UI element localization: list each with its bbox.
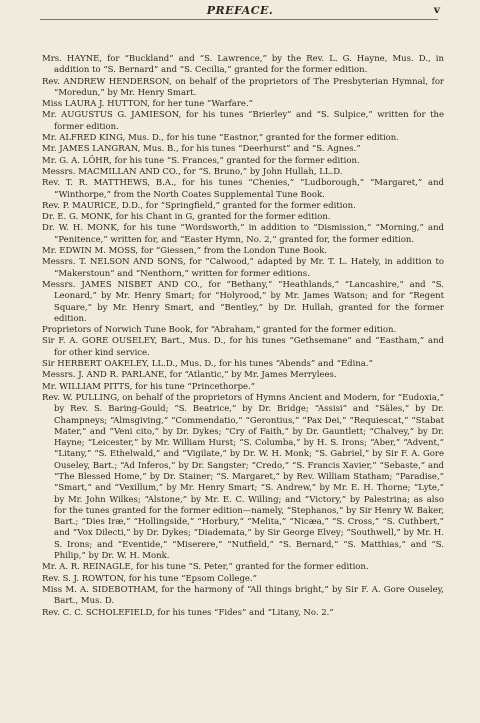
- list-item: Rev. ANDREW HENDERSON, on behalf of the proprietors of The Presbyterian Hymnal, for “Moredun,” by Mr. Henry Smart.: [42, 76, 447, 98]
- list-item: Mrs. HAYNE, for “Buckland” and “S. Lawrence,” by the Rev. L. G. Hayne, Mus. D., in addition to “S. Bernard” and “S. Cecilia,” granted for the former edition.: [42, 54, 447, 76]
- list-item: Messrs. JAMES NISBET AND CO., for “Bethany,” “Heathlands,” “Lancashire,” and “S. Leonard,” by Mr. Henry Smart; for “Holyrood,” by Mr. James Watson; and for “Regent Square,” by Mr. Henry Smart, and “Bentley,” by Dr. Hullah, granted for the former edition.: [42, 279, 447, 324]
- header-rule: [40, 19, 438, 20]
- list-item: Rev. W. PULLING, on behalf of the proprietors of Hymns Ancient and Modern, for “Eudoxia,” by Rev. S. Baring-Gould; “S. Beatrice,” by Dr. Bridge; “Assisi” and “Säles,” by Dr. Champneys; “Almsgiving,” “Commendatio,” “Gerontius,” “Pax Dei,” “Requiescat,” “Stabat Mater,” and “Veni cito,” by Dr. Dykes; “Cry of Faith,” by Dr. Gauntlett; “Chalvey,” by Dr. Hayne; “Leicester,” by Mr. William Hurst; “S. Columba,” by H. S. Irons; “Aber,” “Advent,” “Litany,” “S. Ethelwald,” and “Vigilate,” by Dr. W. H. Monk; “S. Gabriel,” by Sir F. A. Gore Ouseley, Bart.; “Ad Inferos,” by Dr. Sangster; “Credo,” “S. Francis Xavier,” “Sebaste,” and “The Blessed Home,” by Dr. Stainer; “S. Margaret,” by Rev. William Statham; “Paradise,” “Smart,” and “Vexillum,” by Mr. Henry Smart; “S. Andrew,” by Mr. E. H. Thorne; “Lyte,” by Mr. John Wilkes; “Alstone,” by Mr. E. C. Willing; and “Victory,” by Palestrina; as also for the tunes granted for the former edition—namely, “Stephanos,” by Sir Henry W. Baker, Bart.; “Dies Iræ,” “Hollingside,” “Horbury,” “Melita,” “Nicæa,” “S. Cross,” “S. Cuthbert,” and “Vox Dilecti,” by Dr. Dykes; “Diademata,” by Sir George Elvey; “Southwell,” by Mr. H. S. Irons; and “Eventide,” “Miserere,” “Nutfield,” “S. Bernard,” “S. Matthias,” and “S. Philip,” by Dr. W. H. Monk.: [42, 392, 447, 562]
- list-item: Messrs. MACMILLAN AND CO., for “S. Bruno,” by John Hullah, LL.D.: [42, 166, 343, 177]
- list-item: Mr. ALFRED KING, Mus. D., for his tune “Eastnor,” granted for the former edition.: [42, 133, 399, 144]
- list-item: Mr. G. A. LÖHR, for his tune “S. Frances,” granted for the former edition.: [42, 155, 360, 166]
- list-item: Miss M. A. SIDEBOTHAM, for the harmony of “All things bright,” by Sir F. A. Gore Ouseley, Bart., Mus. D.: [42, 584, 447, 607]
- list-item: Mr. A. R. REINAGLE, for his tune “S. Peter,” granted for the former edition.: [42, 562, 369, 573]
- page-number: v: [433, 4, 440, 16]
- header-title: PREFACE.: [206, 4, 274, 17]
- list-item: Mr. WILLIAM PITTS, for his tune “Princethorpe.”: [42, 381, 256, 392]
- list-item: Sir HERBERT OAKELEY, LL.D., Mus. D., for his tunes “Abends” and “Edina.”: [42, 359, 373, 370]
- list-item: Mr. JAMES LANGRAN, Mus. B., for his tunes “Deerhurst” and “S. Agnes.”: [42, 144, 361, 155]
- list-item: Miss LAURA J. HUTTON, for her tune “Warfare.”: [42, 99, 253, 110]
- list-item: Messrs. J. AND R. PARLANE, for “Atlantic,” by Mr. James Merrylees.: [42, 370, 337, 381]
- list-item: Sir F. A. GORE OUSELEY, Bart., Mus. D., for his tunes “Gethsemane” and “Eastham,” and for other kind service.: [42, 336, 447, 358]
- list-item: Mr. EDWIN M. MOSS, for “Giessen,” from the London Tune Book.: [42, 246, 328, 257]
- list-item: Messrs. T. NELSON AND SONS, for “Calwood,” adapted by Mr. T. L. Hately, in addition to “Makerstoun” and “Nenthorn,” written for former editions.: [42, 257, 447, 279]
- list-item: Rev. T. R. MATTHEWS, B.A., for his tunes “Chenies,” “Ludborough,” “Margaret,” and “Winthorpe,” from the North Coates Supplemental Tune Book.: [42, 178, 447, 200]
- list-item: Proprietors of Norwich Tune Book, for “Abraham,” granted for the former edition.: [42, 325, 397, 336]
- list-item: Mr. AUGUSTUS G. JAMIESON, for his tunes “Brierley” and “S. Sulpice,” written for the former edition.: [42, 110, 447, 132]
- list-item: Rev. P. MAURICE, D.D., for “Springfield,” granted for the former edition.: [42, 200, 356, 211]
- list-item: Rev. S. J. ROWTON, for his tune “Epsom College.”: [42, 573, 257, 584]
- acknowledgement-list: [42, 54, 447, 619]
- list-item: Rev. C. C. SCHOLEFIELD, for his tunes “Fides” and “Litany, No. 2.”: [42, 607, 334, 618]
- list-item: Dr. E. G. MONK, for his Chant in G, granted for the former edition.: [42, 212, 331, 223]
- running-header: [0, 4, 480, 20]
- list-item: Dr. W. H. MONK, for his tune “Wordsworth,” in addition to “Dismission,” “Morning,” and “Penitence,” written for, and “Easter Hymn, No. 2,” granted for, the former edition.: [42, 223, 447, 245]
